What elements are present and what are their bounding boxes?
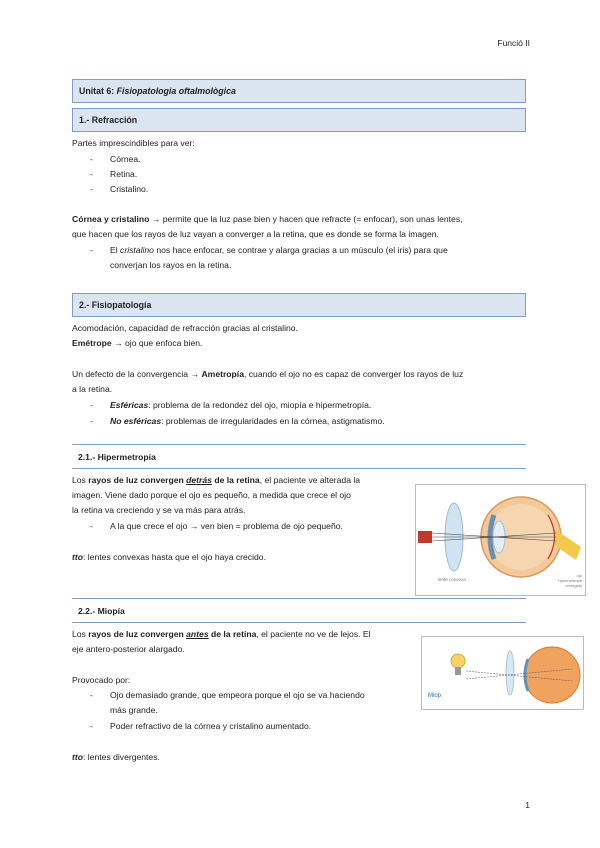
section-divider	[72, 622, 526, 623]
myopia-eye-diagram	[422, 637, 583, 709]
cornea-bold: Córnea y cristalino	[72, 214, 150, 224]
list-item: Retina.	[110, 169, 138, 179]
miopia-tto-line	[72, 752, 160, 762]
unit-title: Fisiopatologia oftalmològica	[116, 86, 236, 96]
arrow: →	[149, 214, 163, 224]
cornea-text: permite que la luz pase bien y hacen que refracte (= enfocar), son unas lentes,	[162, 214, 463, 224]
defect-line2: a la retina.	[72, 384, 113, 394]
hiper-line1	[72, 475, 360, 485]
section1-intro: Partes imprescindibles para ver:	[72, 138, 195, 148]
section-heading-miopia: 2.2.- Miopía	[78, 606, 125, 616]
bullet-dash: -	[90, 400, 93, 410]
cristalino-line1	[110, 245, 448, 255]
ametropia-bold: Ametropía	[201, 369, 244, 379]
hiper-bullet: A la que crece el ojo → ven bien = problema de ojo pequeño.	[110, 521, 343, 531]
miopia-bold2: de la retina	[208, 629, 257, 639]
section-divider	[72, 468, 526, 469]
unit-prefix: Unitat 6:	[79, 86, 117, 96]
hiper-bold: rayos de luz convergen	[88, 475, 187, 485]
tto-text: : lentes convexas hasta que el ojo haya crecido.	[82, 552, 266, 562]
hyperopia-figure	[415, 484, 586, 596]
no-esfericas-line	[110, 416, 385, 426]
list-item: Córnea.	[110, 154, 141, 164]
miopia-bullet1b: más grande.	[110, 705, 158, 715]
section-divider	[72, 598, 526, 599]
cristalino-text: nos hace enfocar, se contrae y alarga gracias a un músculo (el iris) para que	[153, 245, 448, 255]
esfericas-line	[110, 400, 371, 410]
miopia-bullet1a: Ojo demasiado grande, que empeora porque el ojo se va haciendo	[110, 690, 365, 700]
bullet-dash: -	[90, 245, 93, 255]
hiper-text: , el paciente ve alterada la	[259, 475, 361, 485]
page-number: 1	[525, 800, 530, 810]
myopia-figure	[421, 636, 584, 710]
section-heading-refraccion: 1.- Refracción	[72, 108, 526, 132]
bullet-dash: -	[90, 690, 93, 700]
list-item: Cristalino.	[110, 184, 149, 194]
hiper-bold2: de la retina	[211, 475, 260, 485]
page-header-title: Funció II	[497, 38, 530, 48]
fig-caption-left: lente convexa	[438, 577, 466, 582]
miopia-bold: rayos de luz convergen	[88, 629, 187, 639]
hiper-pre: Los	[72, 475, 89, 485]
no-esfericas-text: : problemas de irregularidades en la córnea, astigmatismo.	[161, 416, 385, 426]
miopia-line2: eje antero-posterior alargado.	[72, 644, 185, 654]
esfericas-term: Esféricas	[110, 400, 149, 410]
tto-label: tto	[72, 752, 83, 762]
bullet-dash: -	[90, 416, 93, 426]
cornea-paragraph-line1	[72, 214, 463, 224]
emetrope-line	[72, 338, 202, 348]
hiper-tto-line	[72, 552, 266, 562]
myopia-fig-label: Miop	[428, 693, 442, 699]
bulb-base	[455, 667, 461, 675]
bullet-dash: -	[90, 721, 93, 731]
hiper-detras: detrás	[186, 475, 212, 485]
section2-line1: Acomodación, capacidad de refracción gracias al cristalino.	[72, 323, 298, 333]
bullet-dash: -	[90, 521, 93, 531]
optic-nerve	[554, 530, 581, 560]
unit-banner	[72, 79, 526, 103]
miopia-bullet2: Poder refractivo de la córnea y cristalino aumentado.	[110, 721, 312, 731]
cornea-paragraph-line2: que hacen que los rayos de luz vayan a converger a la retina, que es donde se forma la imagen.	[72, 229, 439, 239]
miopia-antes: antes	[186, 629, 209, 639]
bullet-dash: -	[90, 154, 93, 164]
tto-text: : lentes divergentes.	[82, 752, 160, 762]
cristalino-italic: cristalino	[120, 245, 154, 255]
hiper-line3: la retina va creciendo y se va más para atrás.	[72, 505, 246, 515]
bullet-dash: -	[90, 184, 93, 194]
tto-label: tto	[72, 552, 83, 562]
hiper-line2: imagen. Viene dado porque el ojo es pequeño, a medida que crece el ojo	[72, 490, 351, 500]
section-heading-hipermetropia: 2.1.- Hipermetropía	[78, 452, 156, 462]
defect-line1	[72, 369, 463, 379]
defect-text2: , cuando el ojo no es capaz de converger los rayos de luz	[243, 369, 464, 379]
bullet-dash: -	[90, 169, 93, 179]
miopia-pre: Los	[72, 629, 89, 639]
light-source	[418, 531, 432, 543]
miopia-text: , el paciente no ve de lejos. El	[256, 629, 371, 639]
cristalino-line2: converjan los rayos en la retina.	[110, 260, 232, 270]
section-heading-fisiopatologia: 2.- Fisiopatología	[72, 293, 526, 317]
fig-caption-right: ojo hipermetrope corregido	[558, 573, 582, 588]
eyeball	[524, 647, 580, 703]
cristalino-pre: El	[110, 245, 121, 255]
provocado-line: Provocado por:	[72, 675, 131, 685]
emetrope-text: → ojo que enfoca bien.	[111, 338, 203, 348]
concave-lens	[506, 651, 514, 695]
section-divider	[72, 444, 526, 445]
emetrope-bold: Emétrope	[72, 338, 112, 348]
no-esfericas-term: No esféricas	[110, 416, 162, 426]
esfericas-text: : problema de la redondez del ojo, miopía e hipermetropía.	[148, 400, 372, 410]
bulb-icon	[451, 654, 465, 668]
miopia-line1	[72, 629, 371, 639]
defect-text: Un defecto de la convergencia →	[72, 369, 202, 379]
